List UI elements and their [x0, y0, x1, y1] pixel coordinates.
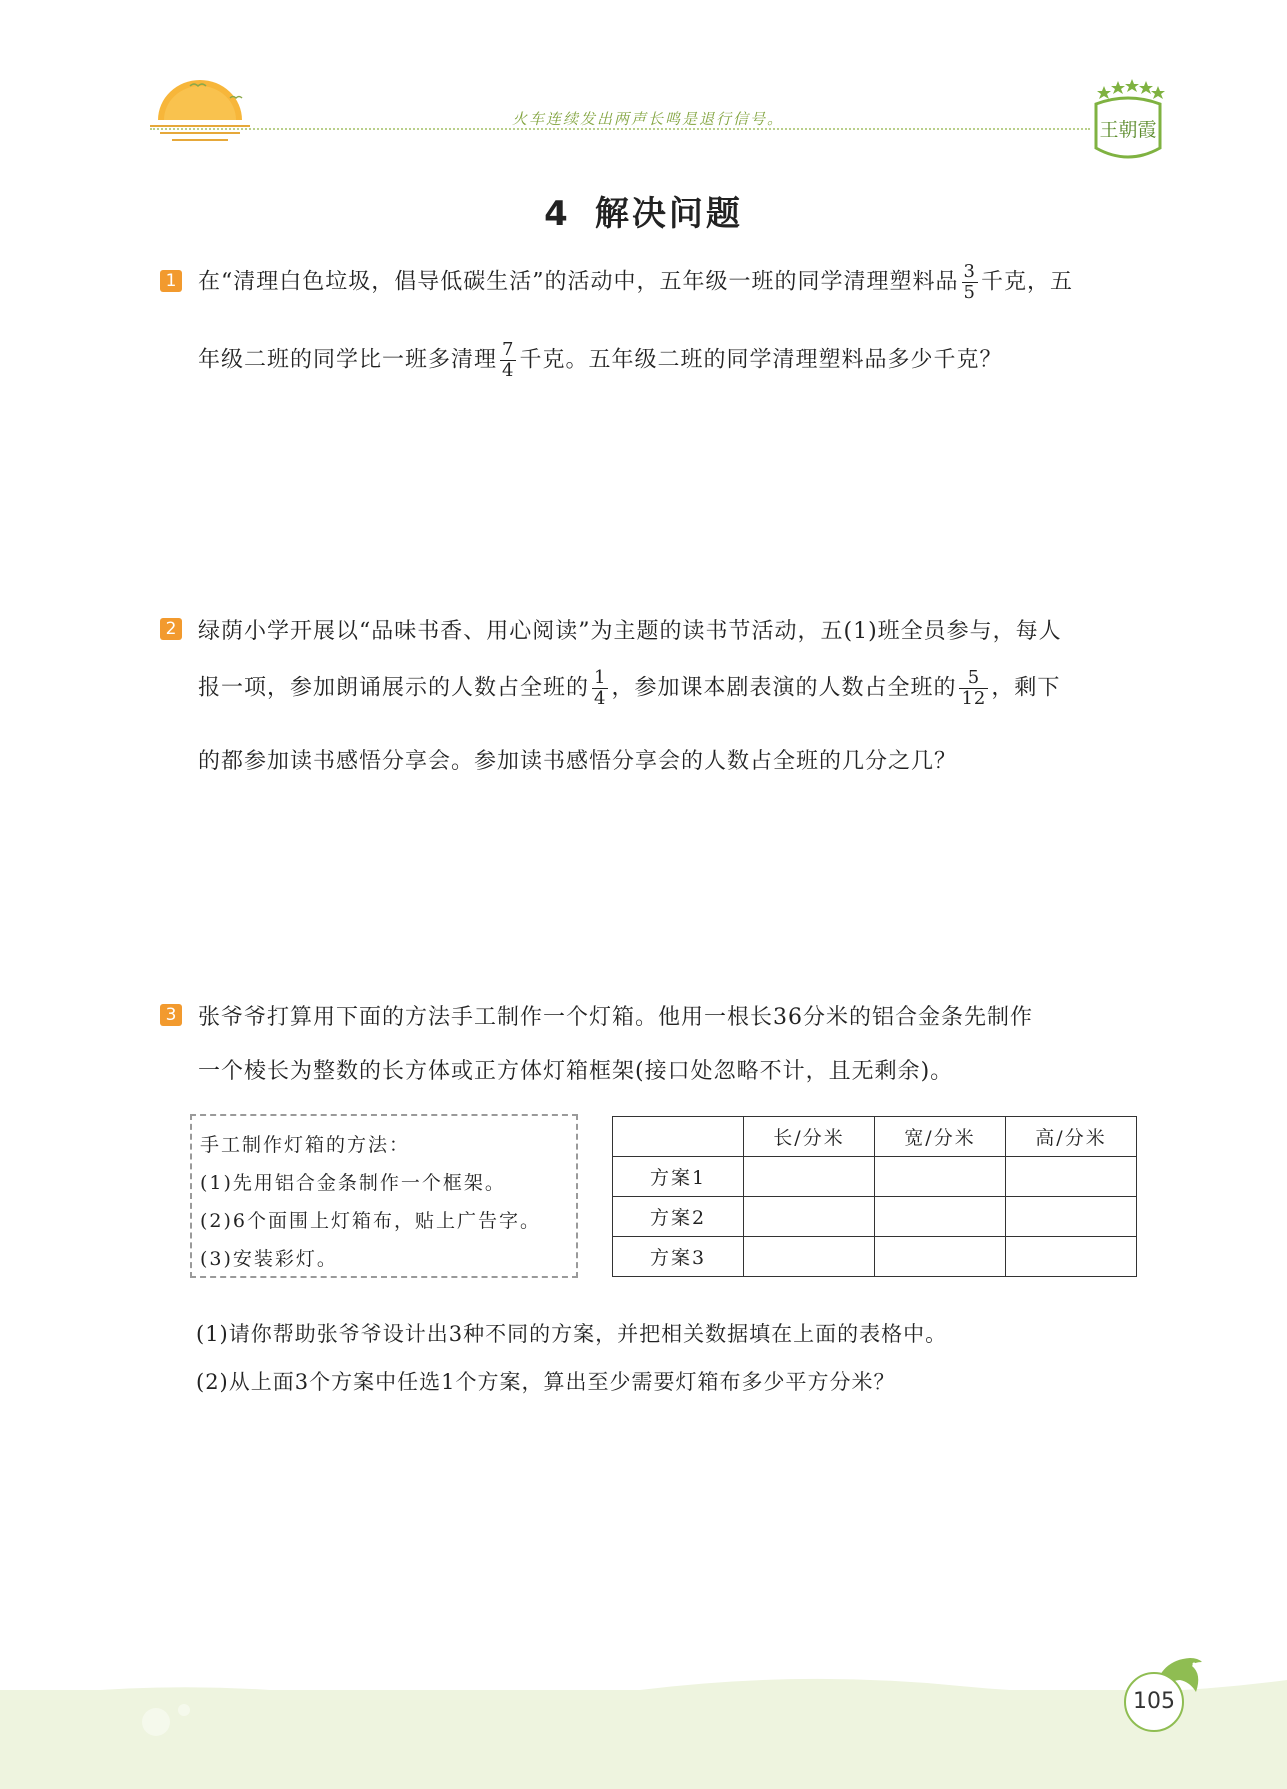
numerator: 7: [502, 339, 515, 360]
brand-logo: [1088, 78, 1168, 168]
page-number: 105: [1124, 1672, 1184, 1732]
text-segment: ，参加课本剧表演的人数占全班的: [611, 675, 957, 701]
denominator: 12: [961, 688, 987, 709]
problem-2-line-3: 的都参加读书感悟分享会。参加读书感悟分享会的人数占全班的几分之几？: [198, 749, 958, 774]
method-box: [190, 1114, 578, 1278]
row-label: 方案1: [613, 1157, 744, 1197]
fraction: [962, 262, 978, 303]
row-label: 方案2: [613, 1197, 744, 1237]
table-header-cell: 宽/分米: [875, 1117, 1006, 1157]
table-row: [613, 1197, 1137, 1237]
text-segment: 报一项，参加朗诵展示的人数占全班的: [198, 675, 590, 701]
method-step: (1)先用铝合金条制作一个框架。: [200, 1172, 506, 1194]
numerator: 3: [963, 261, 976, 282]
fraction: [500, 340, 516, 381]
brand-logo-text: 王朝霞: [1099, 119, 1157, 141]
table-row: [613, 1157, 1137, 1197]
method-step: (3)安装彩灯。: [200, 1248, 338, 1270]
answer-cell[interactable]: [1006, 1237, 1137, 1277]
text-segment: ，剩下: [991, 675, 1061, 701]
problem-3-line-1: 张爷爷打算用下面的方法手工制作一个灯箱。他用一根长36分米的铝合金条先制作: [198, 1005, 1033, 1030]
denominator: 5: [963, 282, 976, 303]
problem-1-line-1: [198, 262, 1073, 303]
answer-cell[interactable]: [744, 1157, 875, 1197]
table-row: [613, 1237, 1137, 1277]
answer-cell[interactable]: [875, 1237, 1006, 1277]
text-segment: 千克，五: [980, 269, 1073, 295]
section-number: 4: [544, 194, 571, 234]
answer-cell[interactable]: [1006, 1157, 1137, 1197]
table-header-cell: 高/分米: [1006, 1117, 1137, 1157]
problem-number-badge: 2: [160, 618, 182, 640]
fraction: [592, 668, 608, 709]
problem-2-line-2: [198, 668, 1060, 709]
header-tip: 火车连续发出两声长鸣是退行信号。: [512, 110, 785, 128]
fraction: [959, 668, 988, 709]
sunset-icon: [150, 80, 250, 150]
answer-cell[interactable]: [744, 1237, 875, 1277]
denominator: 4: [502, 360, 515, 381]
numerator: 1: [594, 667, 607, 688]
problem-3-line-2: 一个棱长为整数的长方体或正方体灯箱框架(接口处忽略不计，且无剩余)。: [198, 1059, 954, 1084]
table-header-cell: 长/分米: [744, 1117, 875, 1157]
text-segment: 在“清理白色垃圾，倡导低碳生活”的活动中，五年级一班的同学清理塑料品: [198, 269, 959, 295]
problem-1-line-2: [198, 340, 1002, 381]
answer-cell[interactable]: [875, 1157, 1006, 1197]
text-segment: 千克。五年级二班的同学清理塑料品多少千克？: [519, 347, 1003, 373]
answer-cell[interactable]: [744, 1197, 875, 1237]
bubble-decoration-icon: [140, 1700, 200, 1740]
answer-cell[interactable]: [1006, 1197, 1137, 1237]
table-header-cell: [613, 1117, 744, 1157]
numerator: 5: [967, 667, 981, 688]
method-heading: 手工制作灯箱的方法：: [200, 1134, 411, 1156]
text-segment: 年级二班的同学比一班多清理: [198, 347, 498, 373]
sub-question-2: (2)从上面3个方案中任选1个方案，算出至少需要灯箱布多少平方分米？: [196, 1370, 896, 1394]
plan-table: [612, 1116, 1137, 1277]
method-step: (2)6个面围上灯箱布，贴上广告字。: [200, 1210, 542, 1232]
problem-2-line-1: 绿荫小学开展以“品味书香、用心阅读”为主题的读书节活动，五(1)班全员参与，每人: [198, 619, 1062, 644]
answer-cell[interactable]: [875, 1197, 1006, 1237]
page-title: [0, 186, 1287, 235]
row-label: 方案3: [613, 1237, 744, 1277]
denominator: 4: [594, 688, 607, 709]
section-title: 解决问题: [594, 194, 743, 234]
table-header-row: [613, 1117, 1137, 1157]
problem-number-badge: 1: [160, 270, 182, 292]
sub-question-1: (1)请你帮助张爷爷设计出3种不同的方案，并把相关数据填在上面的表格中。: [196, 1322, 948, 1346]
problem-number-badge: 3: [160, 1004, 182, 1026]
